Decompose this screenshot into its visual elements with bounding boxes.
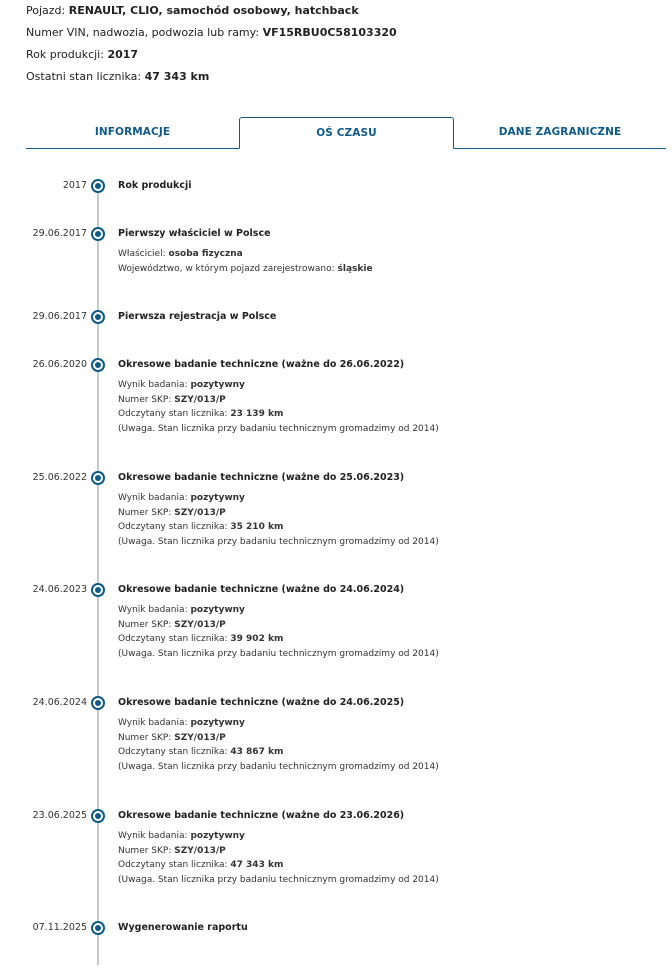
event-details: Wynik badania: pozytywny Numer SKP: SZY/013/P Odczytany stan licznika: 39 902 km (Uwaga. Stan licznika przy badaniu technicznym gromadzimy od 2014)	[118, 605, 439, 659]
event-title: Pierwszy właściciel w Polsce	[118, 228, 271, 239]
event-date: 24.06.2023	[32, 584, 87, 595]
timeline-dot-icon	[91, 471, 105, 485]
timeline-dot-icon	[91, 179, 105, 193]
event-title: Okresowe badanie techniczne (ważne do 26.06.2022)	[118, 359, 405, 370]
event-title: Wygenerowanie raportu	[118, 922, 248, 933]
event-date: 26.06.2020	[32, 359, 87, 370]
timeline-line	[97, 185, 99, 965]
event-date: 29.06.2017	[32, 311, 87, 322]
timeline-dot-icon	[91, 696, 105, 710]
event-details: Wynik badania: pozytywny Numer SKP: SZY/013/P Odczytany stan licznika: 23 139 km (Uwaga. Stan licznika przy badaniu technicznym gromadzimy od 2014)	[118, 380, 439, 434]
timeline-dot-icon	[91, 921, 105, 935]
event-date: 24.06.2024	[32, 697, 87, 708]
timeline-dot-icon	[91, 809, 105, 823]
vehicle-line: Pojazd: RENAULT, CLIO, samochód osobowy, hatchback	[26, 4, 359, 17]
event-title: Okresowe badanie techniczne (ważne do 24.06.2025)	[118, 697, 405, 708]
tab-informacje[interactable]: INFORMACJE	[94, 126, 171, 138]
event-title: Okresowe badanie techniczne (ważne do 24.06.2024)	[118, 584, 405, 595]
timeline-dot-icon	[91, 358, 105, 372]
event-details: Wynik badania: pozytywny Numer SKP: SZY/013/P Odczytany stan licznika: 47 343 km (Uwaga. Stan licznika przy badaniu technicznym gromadzimy od 2014)	[118, 831, 439, 885]
event-details: Właściciel: osoba fizyczna Województwo, w którym pojazd zarejestrowano: śląskie	[118, 249, 373, 274]
event-date: 07.11.2025	[32, 922, 87, 933]
timeline-dot-icon	[91, 583, 105, 597]
event-date: 29.06.2017	[32, 228, 87, 239]
vin-line: Numer VIN, nadwozia, podwozia lub ramy: VF15RBU0C58103320	[26, 26, 397, 39]
event-title: Rok produkcji	[118, 180, 192, 191]
odometer-line: Ostatni stan licznika: 47 343 km	[26, 70, 210, 83]
event-title: Pierwsza rejestracja w Polsce	[118, 311, 277, 322]
event-title: Okresowe badanie techniczne (ważne do 23.06.2026)	[118, 810, 405, 821]
odometer-value: 47 343 km	[144, 70, 210, 83]
tab-os-czasu[interactable]: OŚ CZASU	[239, 117, 454, 149]
production-year-value: 2017	[107, 48, 139, 61]
timeline-dot-icon	[91, 227, 105, 241]
tab-dane-zagraniczne[interactable]: DANE ZAGRANICZNE	[498, 126, 622, 138]
vehicle-name: RENAULT, CLIO, samochód osobowy, hatchback	[68, 4, 359, 17]
event-title: Okresowe badanie techniczne (ważne do 25.06.2023)	[118, 472, 405, 483]
timeline-dot-icon	[91, 310, 105, 324]
event-details: Wynik badania: pozytywny Numer SKP: SZY/013/P Odczytany stan licznika: 35 210 km (Uwaga. Stan licznika przy badaniu technicznym gromadzimy od 2014)	[118, 493, 439, 547]
event-date: 2017	[62, 180, 87, 191]
event-date: 25.06.2022	[32, 472, 87, 483]
vin-value: VF15RBU0C58103320	[262, 26, 397, 39]
production-year-line: Rok produkcji: 2017	[26, 48, 139, 61]
event-details: Wynik badania: pozytywny Numer SKP: SZY/013/P Odczytany stan licznika: 43 867 km (Uwaga. Stan licznika przy badaniu technicznym gromadzimy od 2014)	[118, 718, 439, 772]
event-date: 23.06.2025	[32, 810, 87, 821]
